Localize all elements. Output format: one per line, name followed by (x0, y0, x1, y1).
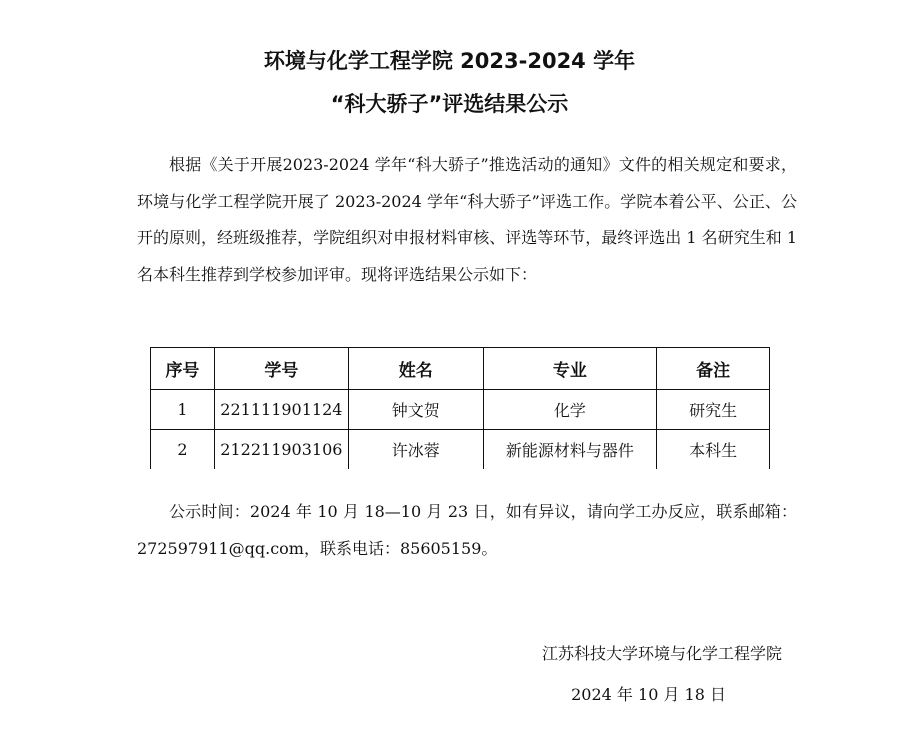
header-remark: 备注 (657, 348, 770, 390)
cell-major: 化学 (483, 390, 657, 430)
cell-major: 新能源材料与器件 (483, 430, 657, 470)
cell-student-id: 221111901124 (214, 390, 348, 430)
header-major: 专业 (483, 348, 657, 390)
cell-remark: 本科生 (657, 430, 770, 470)
document-title-line1: 环境与化学工程学院 2023-2024 学年 (263, 49, 636, 73)
cell-name: 钟文贺 (348, 390, 483, 430)
result-table (150, 347, 770, 469)
signature-organization: 江苏科技大学环境与化学工程学院 (541, 644, 782, 663)
intro-paragraph: 根据《关于开展2023-2024 学年“科大骄子”推选活动的通知》文件的相关规定和要求，环境与化学工程学院开展了 2023-2024 学年“科大骄子”评选工作。学院本着公平、公正、公开的原则，经班级推荐，学院组织对申报材料审核、评选等环节，最终评选出 1 名研究生和 1 名本科生推荐到学校参加评审。现将评选结果公示如下： (137, 155, 797, 284)
header-index: 序号 (151, 348, 215, 390)
cell-index: 1 (151, 390, 215, 430)
cell-name: 许冰蓉 (348, 430, 483, 470)
header-student-id: 学号 (214, 348, 348, 390)
table-header-row (151, 348, 770, 390)
cell-index: 2 (151, 430, 215, 470)
table-row (151, 390, 770, 430)
document-title-line2: “科大骄子”评选结果公示 (330, 92, 569, 116)
signature-date: 2024 年 10 月 18 日 (571, 685, 726, 704)
table-row (151, 430, 770, 470)
notice-paragraph: 公示时间：2024 年 10 月 18—10 月 23 日，如有异议，请向学工办反应，联系邮箱：272597911@qq.com，联系电话：85605159。 (137, 502, 797, 558)
header-name: 姓名 (348, 348, 483, 390)
cell-remark: 研究生 (657, 390, 770, 430)
cell-student-id: 212211903106 (214, 430, 348, 470)
